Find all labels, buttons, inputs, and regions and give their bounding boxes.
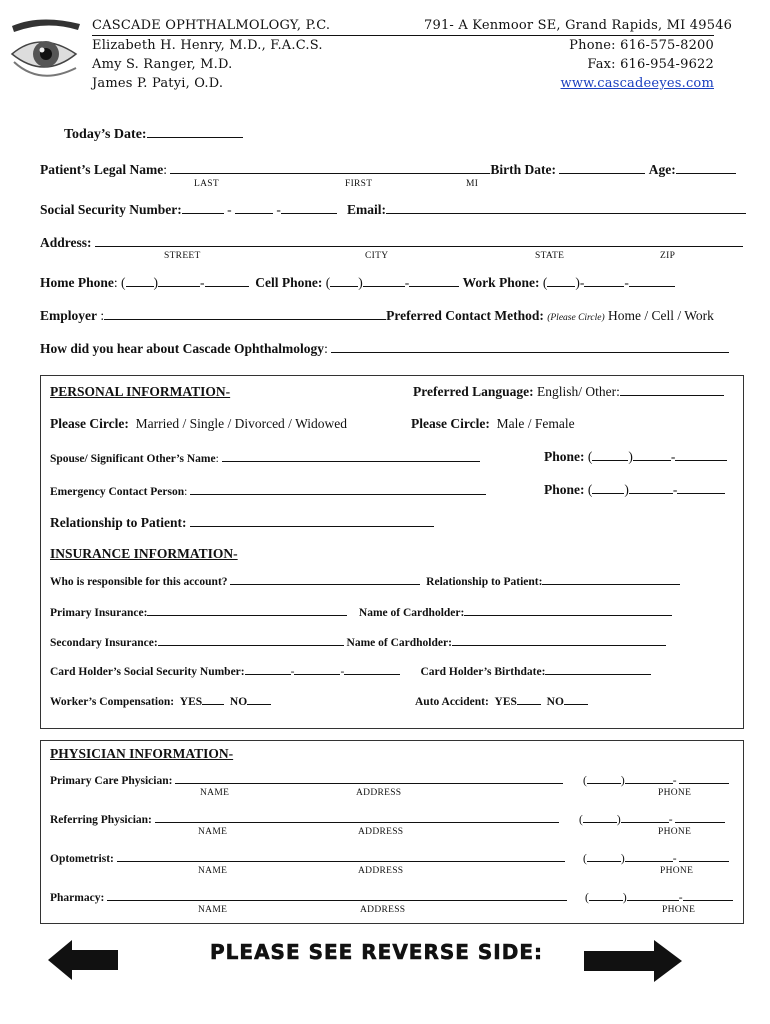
phone-caption: PHONE <box>662 905 696 915</box>
spouse-phone-label: Phone: <box>544 449 585 464</box>
insurance-heading: INSURANCE INFORMATION- <box>50 546 238 561</box>
spouse-phone-area[interactable] <box>592 449 628 461</box>
address-label: Address: <box>40 235 92 250</box>
relationship-field[interactable] <box>190 515 434 527</box>
emergency-contact-label: Emergency Contact Person <box>50 486 185 498</box>
optometrist-label: Optometrist: <box>50 853 114 865</box>
work-phone-field[interactable] <box>584 275 624 287</box>
legal-name-field[interactable] <box>170 162 490 174</box>
card-birthdate-label: Card Holder’s Birthdate: <box>420 666 546 678</box>
address-field[interactable] <box>95 235 743 247</box>
auto-no-field[interactable] <box>564 693 588 705</box>
cell-phone-area[interactable] <box>330 275 358 287</box>
address-caption: ADDRESS <box>360 905 406 915</box>
phone-caption: PHONE <box>658 788 692 798</box>
street-caption: STREET <box>164 251 201 261</box>
legal-name-label: Patient’s Legal Name <box>40 162 164 177</box>
how-hear-field[interactable] <box>331 341 729 353</box>
todays-date-field[interactable] <box>147 126 243 138</box>
spouse-name-label: Spouse/ Significant Other’s Name <box>50 453 216 465</box>
birth-date-field[interactable] <box>559 162 645 174</box>
secondary-insurance-label: Secondary Insurance: <box>50 637 158 649</box>
cell-phone-label: Cell Phone: <box>255 275 323 290</box>
work-phone-label: Work Phone: <box>462 275 540 290</box>
phone-caption: PHONE <box>658 827 692 837</box>
language-other-field[interactable] <box>620 384 724 396</box>
cell-phone-field[interactable] <box>363 275 405 287</box>
practice-phone: Phone: 616-575-8200 <box>569 38 714 53</box>
pcp-phone-area[interactable] <box>587 772 621 784</box>
primary-insurance-label: Primary Insurance: <box>50 607 148 619</box>
pcp-label: Primary Care Physician: <box>50 775 173 787</box>
name-caption: NAME <box>198 866 228 876</box>
emergency-phone-area[interactable] <box>592 482 624 494</box>
card-ssn-label: Card Holder’s Social Security Number: <box>50 666 245 678</box>
card-ssn-field-1[interactable] <box>245 663 291 675</box>
name-caption: NAME <box>198 827 228 837</box>
workers-comp-label: Worker’s Compensation: <box>50 696 175 708</box>
address-caption: ADDRESS <box>356 788 402 798</box>
card-ssn-field-3[interactable] <box>344 663 400 675</box>
doctor-name: James P. Patyi, O.D. <box>92 76 224 91</box>
doctor-name: Elizabeth H. Henry, M.D., F.A.C.S. <box>92 38 323 53</box>
referring-phone-field[interactable] <box>621 811 669 823</box>
employer-label: Employer <box>40 308 97 323</box>
phone-caption: PHONE <box>660 866 694 876</box>
how-hear-label: How did you hear about Cascade Ophthalmology <box>40 341 325 356</box>
language-options[interactable]: English/ Other: <box>536 384 620 399</box>
emergency-phone-field-2[interactable] <box>677 482 725 494</box>
pharmacy-field[interactable] <box>107 889 567 901</box>
birth-date-label: Birth Date: <box>490 162 556 177</box>
cell-phone-field-2[interactable] <box>409 275 459 287</box>
city-caption: CITY <box>365 251 389 261</box>
ssn-field-2[interactable] <box>235 202 273 214</box>
secondary-cardholder-label: Name of Cardholder: <box>346 637 452 649</box>
primary-cardholder-field[interactable] <box>464 604 672 616</box>
preferred-contact-label: Preferred Contact Method: <box>386 308 544 323</box>
optometrist-field[interactable] <box>117 850 565 862</box>
spouse-phone-field[interactable] <box>633 449 671 461</box>
responsible-field[interactable] <box>230 573 420 585</box>
pharmacy-phone-area[interactable] <box>589 889 623 901</box>
email-label: Email: <box>346 202 386 217</box>
auto-yes-field[interactable] <box>517 693 541 705</box>
pharmacy-phone-field[interactable] <box>627 889 679 901</box>
ssn-field-1[interactable] <box>182 202 224 214</box>
practice-name: CASCADE OPHTHALMOLOGY, P.C. <box>92 16 424 36</box>
pcp-phone-field-2[interactable] <box>679 772 729 784</box>
state-caption: STATE <box>535 251 565 261</box>
home-phone-field-2[interactable] <box>205 275 249 287</box>
contact-options[interactable]: Home / Cell / Work <box>608 308 714 323</box>
arrow-left-icon <box>46 938 120 987</box>
todays-date-label: Today’s Date: <box>64 127 147 142</box>
age-label: Age: <box>648 162 676 177</box>
reverse-side-notice: PLEASE SEE REVERSE SIDE: <box>210 940 544 964</box>
card-ssn-field-2[interactable] <box>294 663 340 675</box>
practice-address: 791- A Kenmoor SE, Grand Rapids, MI 49546 <box>424 16 714 36</box>
responsible-label: Who is responsible for this account? <box>50 576 228 588</box>
workers-yes-field[interactable] <box>202 693 224 705</box>
optometrist-phone-field[interactable] <box>625 850 673 862</box>
work-phone-field-2[interactable] <box>629 275 675 287</box>
name-caption: NAME <box>200 788 230 798</box>
ssn-label: Social Security Number: <box>40 202 182 217</box>
primary-insurance-field[interactable] <box>147 604 347 616</box>
doctor-name: Amy S. Ranger, M.D. <box>92 57 233 72</box>
optometrist-phone-field-2[interactable] <box>679 850 729 862</box>
emergency-phone-label: Phone: <box>544 482 585 497</box>
first-caption: FIRST <box>345 179 373 189</box>
insurance-relationship-field[interactable] <box>542 573 680 585</box>
please-circle-label: Please Circle: <box>411 416 490 431</box>
pcp-phone-field[interactable] <box>625 772 673 784</box>
ssn-field-3[interactable] <box>281 202 337 214</box>
primary-cardholder-label: Name of Cardholder: <box>358 607 465 619</box>
gender-options[interactable]: Male / Female <box>496 416 575 431</box>
card-birthdate-field[interactable] <box>545 663 651 675</box>
please-circle-note: (Please Circle) <box>547 313 605 323</box>
spouse-name-field[interactable] <box>222 450 480 462</box>
eye-logo <box>10 14 82 84</box>
workers-yes-label: YES <box>179 696 203 708</box>
personal-heading: PERSONAL INFORMATION- <box>50 384 231 399</box>
insurance-relationship-label: Relationship to Patient: <box>426 576 543 588</box>
referring-phone-area[interactable] <box>583 811 617 823</box>
emergency-contact-field[interactable] <box>190 483 486 495</box>
age-field[interactable] <box>676 162 736 174</box>
preferred-language-label: Preferred Language: <box>413 384 534 399</box>
mi-caption: MI <box>466 179 479 189</box>
home-phone-area[interactable] <box>126 275 154 287</box>
website-link[interactable]: www.cascadeeyes.com <box>560 76 714 91</box>
referring-phone-field-2[interactable] <box>675 811 725 823</box>
optometrist-phone-area[interactable] <box>587 850 621 862</box>
marital-options[interactable]: Married / Single / Divorced / Widowed <box>135 416 348 431</box>
pharmacy-phone-field-2[interactable] <box>683 889 733 901</box>
secondary-cardholder-field[interactable] <box>452 634 666 646</box>
referring-field[interactable] <box>155 811 559 823</box>
auto-no-label: NO <box>546 696 564 708</box>
physician-heading: PHYSICIAN INFORMATION- <box>50 746 234 761</box>
name-caption: NAME <box>198 905 228 915</box>
auto-yes-label: YES <box>494 696 517 708</box>
last-caption: LAST <box>194 179 219 189</box>
pharmacy-label: Pharmacy: <box>50 892 105 904</box>
referring-label: Referring Physician: <box>50 814 152 826</box>
email-field[interactable] <box>386 202 746 214</box>
zip-caption: ZIP <box>660 251 676 261</box>
work-phone-area[interactable] <box>547 275 575 287</box>
secondary-insurance-field[interactable] <box>158 634 344 646</box>
auto-accident-label: Auto Accident: <box>415 696 489 708</box>
home-phone-field[interactable] <box>158 275 200 287</box>
relationship-label: Relationship to Patient: <box>50 515 187 530</box>
spouse-phone-field-2[interactable] <box>675 449 727 461</box>
address-caption: ADDRESS <box>358 866 404 876</box>
workers-no-label: NO <box>229 696 248 708</box>
emergency-phone-field[interactable] <box>629 482 673 494</box>
pcp-field[interactable] <box>175 772 563 784</box>
employer-field[interactable] <box>104 308 386 320</box>
home-phone-label: Home Phone <box>40 275 114 290</box>
arrow-right-icon <box>582 938 684 989</box>
address-caption: ADDRESS <box>358 827 404 837</box>
practice-fax: Fax: 616-954-9622 <box>587 57 714 72</box>
please-circle-label: Please Circle: <box>50 416 129 431</box>
workers-no-field[interactable] <box>247 693 271 705</box>
